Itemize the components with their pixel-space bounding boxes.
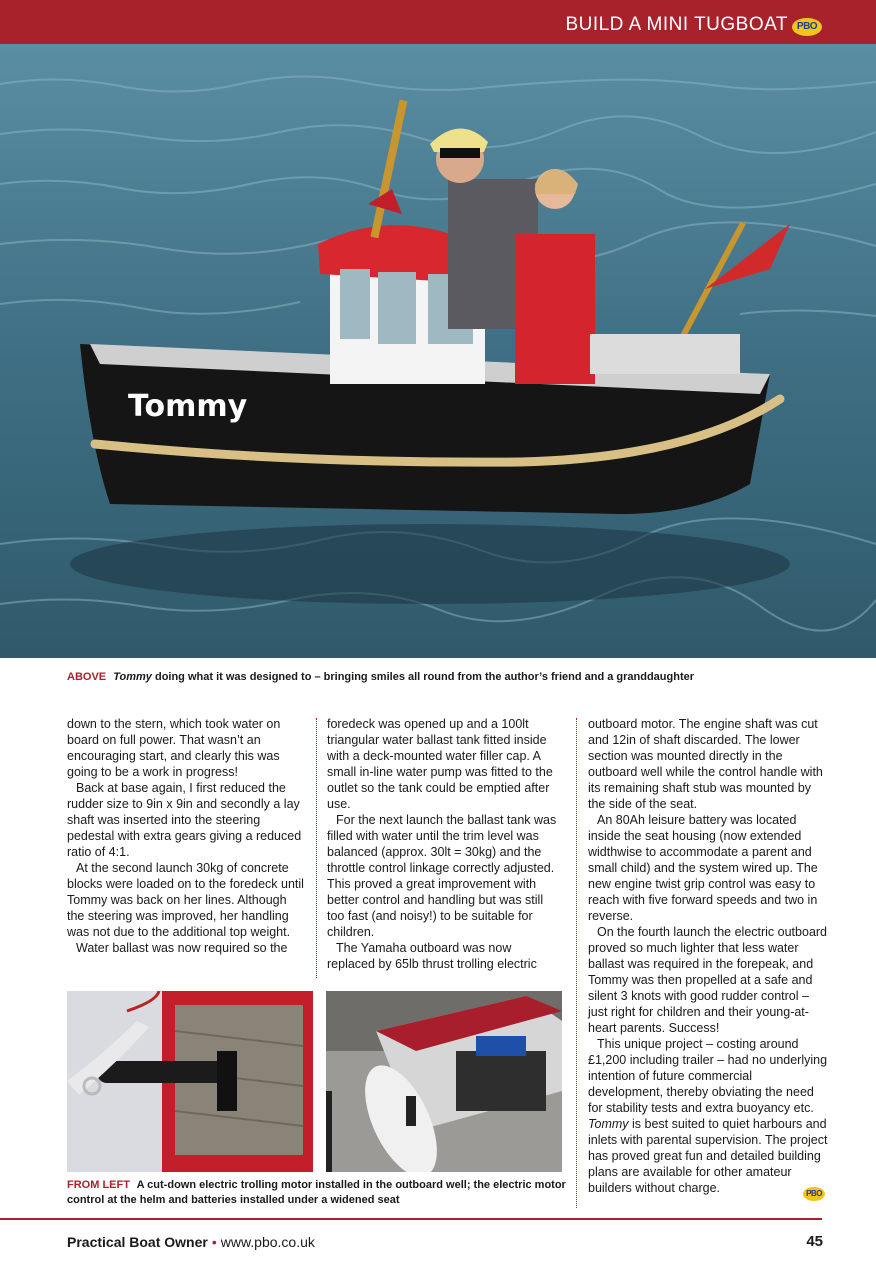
paragraph: On the fourth launch the electric outboard proved so much lighter that less water ballast was required in the forepeak, and Tommy was then propelled at a safe and silent 3 knots with good rudder control – just right for children and their young-at-heart parents. Success! [588,925,828,1035]
paragraph: This unique project – costing around £1,200 including trailer – had no underlying intention of future commercial development, thereby obviating the need for stability tests and extra buoyancy etc. [588,1037,828,1115]
boat-name-italic: Tommy [588,1117,629,1131]
footer-rule [0,1218,822,1220]
hero-caption [67,671,827,683]
hero-photo [0,44,876,658]
separator-dot: • [211,1234,217,1250]
paragraph: For the next launch the ballast tank was filled with water until the trim level was balanced (approx. 30lt = 30kg) and the throttle control linkage correctly adjusted. This proved a great improvement with better control and handling but was still too fast (and noisy!) to be suitable for children. [327,813,557,939]
caption-label: FROM LEFT [67,1179,130,1191]
pbo-logo: PBO [792,18,822,36]
section-title: BUILD A MINI TUGBOAT [565,14,788,35]
column-divider [316,718,317,978]
paragraph: foredeck was opened up and a 100lt triangular water ballast tank fitted inside with a deck-mounted water filler cap. A small in-line water pump was fitted to the outlet so the tank could be emptied after use. [327,717,553,811]
paragraph: The Yamaha outboard was now replaced by 65lb thrust trolling electric [327,941,537,971]
paragraph: outboard motor. The engine shaft was cut and 12in of shaft discarded. The lower section was mounted directly in the outboard well while the control handle with its remaining shaft stub was mounted by the side of the seat. [588,717,823,811]
paragraph: down to the stern, which took water on board on full power. That wasn’t an encouraging start, and clearly this was going to be a work in progress! [67,717,281,779]
paragraph-text: is best suited to quiet harbours and inlets with parental supervision. The project has proved great fun and detailed building plans are available for other amateur builders without charge. [588,1117,828,1195]
paragraph: At the second launch 30kg of concrete blocks were loaded on to the foredeck until Tommy was back on her lines. Although the steering was improved, her handling was not due to the additional top weight. [67,861,304,939]
control-battery-photo [326,991,562,1172]
caption-label: ABOVE [67,671,107,683]
page-number: 45 [806,1233,823,1250]
paragraph: Water ballast was now required so the [76,941,288,955]
caption-boat-name: Tommy [113,671,152,683]
caption-text: A cut-down electric trolling motor installed in the outboard well; the electric motor control at the helm and batteries installed under a widened seat [67,1179,566,1206]
paragraph: Back at base again, I first reduced the rudder size to 9in x 9in and secondly a lay shaft was inserted into the steering pedestal with extra gears giving a reduced ratio of 4:1. [67,781,302,859]
website-url: www.pbo.co.uk [220,1234,315,1250]
paragraph [588,1116,828,1196]
article-column-3 [588,716,828,1196]
motor-well-photo [67,991,313,1172]
end-mark-logo: PBO [803,1187,825,1201]
caption-text: doing what it was designed to – bringing smiles all round from the author’s friend and a granddaughter [154,671,695,683]
column-divider [576,718,577,1208]
magazine-name: Practical Boat Owner [67,1234,208,1250]
article-column-2 [327,716,557,972]
footer-credit [67,1234,315,1250]
paragraph: An 80Ah leisure battery was located inside the seat housing (now extended widthwise to accommodate a parent and small child) and the system wired up. The new engine twist grip control was easy to reach with five forward speeds and two in reverse. [588,813,818,923]
photos-caption [67,1178,567,1208]
boat-name-label: Tommy [128,389,248,424]
article-column-1 [67,716,307,956]
